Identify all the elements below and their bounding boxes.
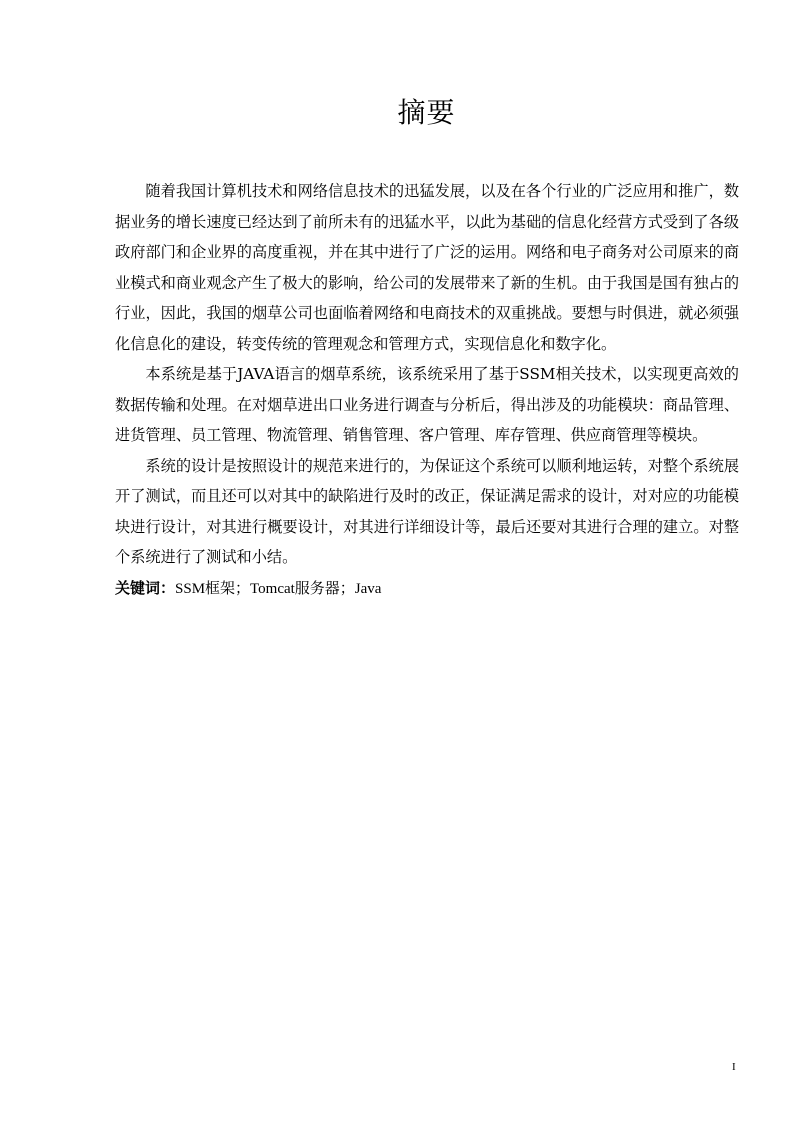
abstract-paragraph-3: 系统的设计是按照设计的规范来进行的，为保证这个系统可以顺利地运转，对整个系统展开了测试，而且还可以对其中的缺陷进行及时的改正，保证满足需求的设计，对对应的功能模块进行设计，对其进行概要设计，对其进行详细设计等，最后还要对其进行合理的建立。对整个系统进行了测试和小结。: [115, 456, 739, 566]
keywords-line: [115, 573, 739, 604]
page-number: I: [732, 1061, 736, 1073]
keywords-label: 关键词：: [115, 578, 176, 597]
abstract-paragraph-2: 本系统是基于JAVA语言的烟草系统，该系统采用了基于SSM相关技术，以实现更高效的数据传输和处理。在对烟草进出口业务进行调查与分析后，得出涉及的功能模块：商品管理、进货管理、员工管理、物流管理、销售管理、客户管理、库存管理、供应商管理等模块。: [115, 365, 739, 444]
keywords-text: SSM框架；Tomcat服务器；Java: [175, 580, 382, 597]
page-title: 摘要: [397, 96, 456, 129]
abstract-paragraph-1: 随着我国计算机技术和网络信息技术的迅猛发展，以及在各个行业的广泛应用和推广，数据业务的增长速度已经达到了前所未有的迅猛水平，以此为基础的信息化经营方式受到了各级政府部门和企业界的高度重视，并在其中进行了广泛的运用。网络和电子商务对公司原来的商业模式和商业观念产生了极大的影响，给公司的发展带来了新的生机。由于我国是国有独占的行业，因此，我国的烟草公司也面临着网络和电商技术的双重挑战。要想与时俱进，就必须强化信息化的建设，转变传统的管理观念和管理方式，实现信息化和数字化。: [115, 182, 739, 353]
abstract-body: [115, 176, 739, 604]
